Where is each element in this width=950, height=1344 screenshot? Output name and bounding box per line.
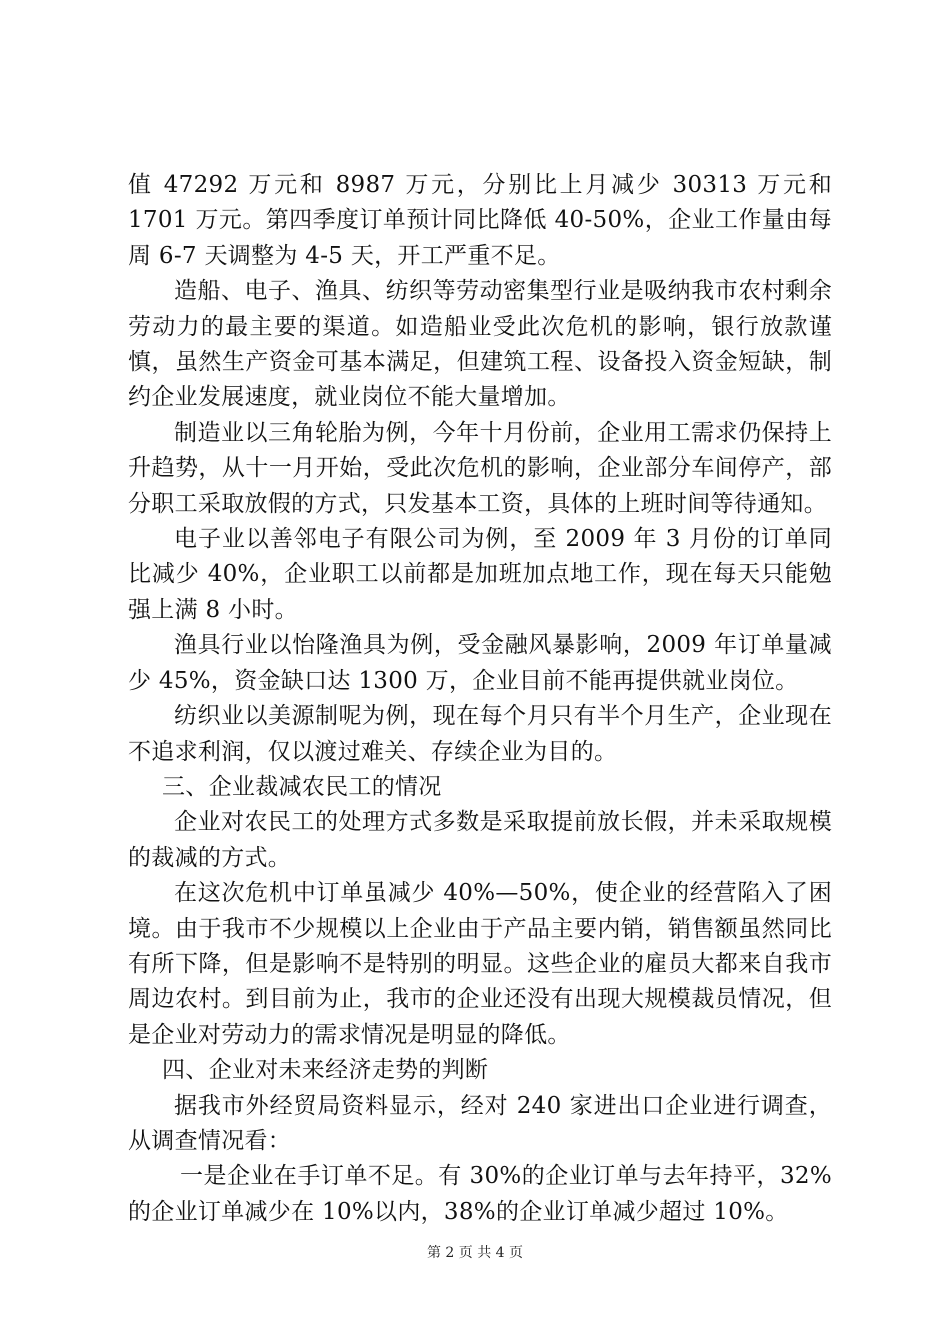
section-heading-layoffs: 三、企业裁减农民工的情况 xyxy=(162,773,442,800)
page-number-footer: 第 2 页 共 4 页 xyxy=(426,1245,524,1261)
paragraph-fishing-gear-example: 渔具行业以怡隆渔具为例，受金融风暴影响，2009 年订单量减少 45%，资金缺口达 1300 万，企业目前不能再提供就业岗位。 xyxy=(128,632,832,694)
paragraph-order-decline-impact: 在这次危机中订单虽减少 40%—50%，使企业的经营陷入了困境。由于我市不少规模以上企业由于产品主要内销，销售额虽然同比有所下降，但是影响不是特别的明显。这些企业的雇员大都来自我市周边农村。到目前为止，我市的企业还没有出现大规模裁员情况，但是企业对劳动力的需求情况是明显的降低。 xyxy=(128,880,832,1048)
paragraph-textile-example: 纺织业以美源制呢为例，现在每个月只有半个月生产，企业现在不追求利润，仅以渡过难关、存续企业为目的。 xyxy=(128,703,832,765)
paragraph-order-shortage: 一是企业在手订单不足。有 30%的企业订单与去年持平，32%的企业订单减少在 10%以内，38%的企业订单减少超过 10%。 xyxy=(128,1163,832,1225)
section-heading-economic-outlook: 四、企业对未来经济走势的判断 xyxy=(162,1057,489,1084)
paragraph-layoff-approach: 企业对农民工的处理方式多数是采取提前放长假，并未采取规模的裁减的方式。 xyxy=(128,809,832,871)
paragraph-electronics-example: 电子业以善邻电子有限公司为例，至 2009 年 3 月份的订单同比减少 40%，企业职工以前都是加班加点地工作，现在每天只能勉强上满 8 小时。 xyxy=(128,526,832,623)
paragraph-continued-figures: 值 47292 万元和 8987 万元，分别比上月减少 30313 万元和 1701 万元。第四季度订单预计同比降低 40-50%，企业工作量由每周 6-7 天调整为 4-5 天，开工严重不足。 xyxy=(128,172,832,269)
paragraph-manufacturing-example: 制造业以三角轮胎为例，今年十月份前，企业用工需求仍保持上升趋势，从十一月开始，受此次危机的影响，企业部分车间停产，部分职工采取放假的方式，只发基本工资，具体的上班时间等待通知。 xyxy=(128,419,832,517)
document-body xyxy=(128,168,832,1230)
paragraph-survey-intro: 据我市外经贸局资料显示，经对 240 家进出口企业进行调查，从调查情况看： xyxy=(128,1092,832,1154)
paragraph-labor-intensive-industries: 造船、电子、渔具、纺织等劳动密集型行业是吸纳我市农村剩余劳动力的最主要的渠道。如造船业受此次危机的影响，银行放款谨慎，虽然生产资金可基本满足，但建筑工程、设备投入资金短缺，制约企业发展速度，就业岗位不能大量增加。 xyxy=(128,278,832,411)
